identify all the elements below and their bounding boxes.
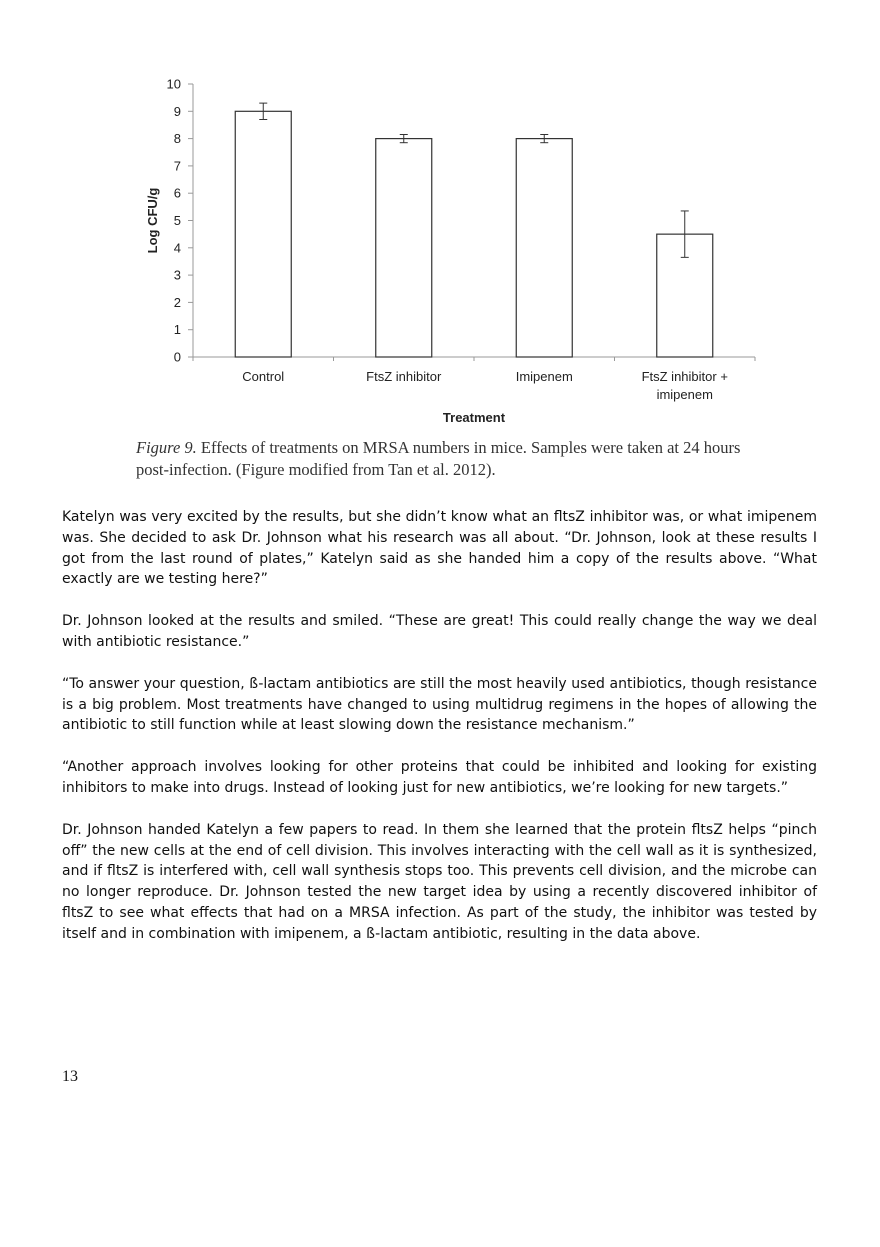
y-tick-label: 8 bbox=[173, 131, 181, 147]
body-text bbox=[62, 507, 817, 966]
y-tick-label: 5 bbox=[173, 213, 181, 228]
paragraph: Dr. Johnson looked at the results and smiled. “These are great! This could really change the way we deal with antibiotic resistance.” bbox=[62, 613, 817, 650]
x-tick-label: Control bbox=[242, 369, 285, 384]
figure-label: Figure 9. bbox=[136, 438, 197, 457]
figure-caption bbox=[136, 437, 776, 481]
x-tick-label: imipenem bbox=[656, 387, 713, 402]
y-axis-label: Log CFU/g bbox=[145, 187, 160, 254]
paragraph: “Another approach involves looking for other proteins that could be inhibited and looking for existing inhibitors to make into drugs. Instead of looking just for new antibiotics, we’re looking for new targets.” bbox=[62, 759, 817, 796]
y-tick-label: 0 bbox=[173, 349, 181, 365]
y-tick-label: 4 bbox=[173, 240, 181, 256]
paragraph: “To answer your question, ß-lactam antibiotics are still the most heavily used antibiotics, though resistance is a big problem. Most treatments have changed to using multidrug regimens in the hopes of allowing the antibiotic to still function while at least slowing down the resistance mechanism.” bbox=[62, 675, 817, 734]
y-tick-label: 1 bbox=[173, 322, 181, 338]
y-tick-label: 6 bbox=[173, 185, 181, 201]
y-tick-label: 9 bbox=[173, 103, 181, 119]
x-tick-label: FtsZ inhibitor + bbox=[641, 369, 728, 384]
figure-caption-text: Effects of treatments on MRSA numbers in mice. Samples were taken at 24 hours post-infection. (Figure modified from Tan et al. 2012). bbox=[136, 438, 741, 479]
bar bbox=[516, 139, 572, 357]
y-tick-label: 3 bbox=[173, 267, 181, 283]
bar bbox=[235, 111, 291, 357]
y-tick-label: 2 bbox=[173, 294, 181, 310]
x-axis-label: Treatment bbox=[442, 410, 506, 425]
x-tick-label: Imipenem bbox=[515, 369, 573, 384]
paragraph: Dr. Johnson handed Katelyn a few papers to read. In them she learned that the protein fltsZ helps “pinch off” the new cells at the end of cell division. This involves interacting with the cell wall as it is synthesized, and if fltsZ is interfered with, cell wall synthesis stops too. This prevents cell division, and the microbe can no longer reproduce. Dr. Johnson tested the new target idea by using a recently discovered inhibitor of fltsZ to see what effects that had on a MRSA infection. As part of the study, the inhibitor was tested by itself and in combination with imipenem, a ß-lactam antibiotic, resulting in the data above. bbox=[62, 821, 817, 942]
bar bbox=[376, 139, 432, 357]
page-number: 13 bbox=[62, 1068, 78, 1085]
y-tick-label: 7 bbox=[173, 158, 181, 174]
x-tick-label: FtsZ inhibitor bbox=[366, 369, 442, 384]
treatment-bar-chart bbox=[120, 70, 770, 430]
y-tick-label: 10 bbox=[166, 76, 181, 92]
paragraph: Katelyn was very excited by the results, but she didn’t know what an fltsZ inhibitor was, or what imipenem was. She decided to ask Dr. Johnson what his research was all about. “Dr. Johnson, look at these results I got from the last round of plates,” Katelyn said as she handed him a copy of the results above. “What exactly are we testing here?” bbox=[62, 509, 817, 588]
